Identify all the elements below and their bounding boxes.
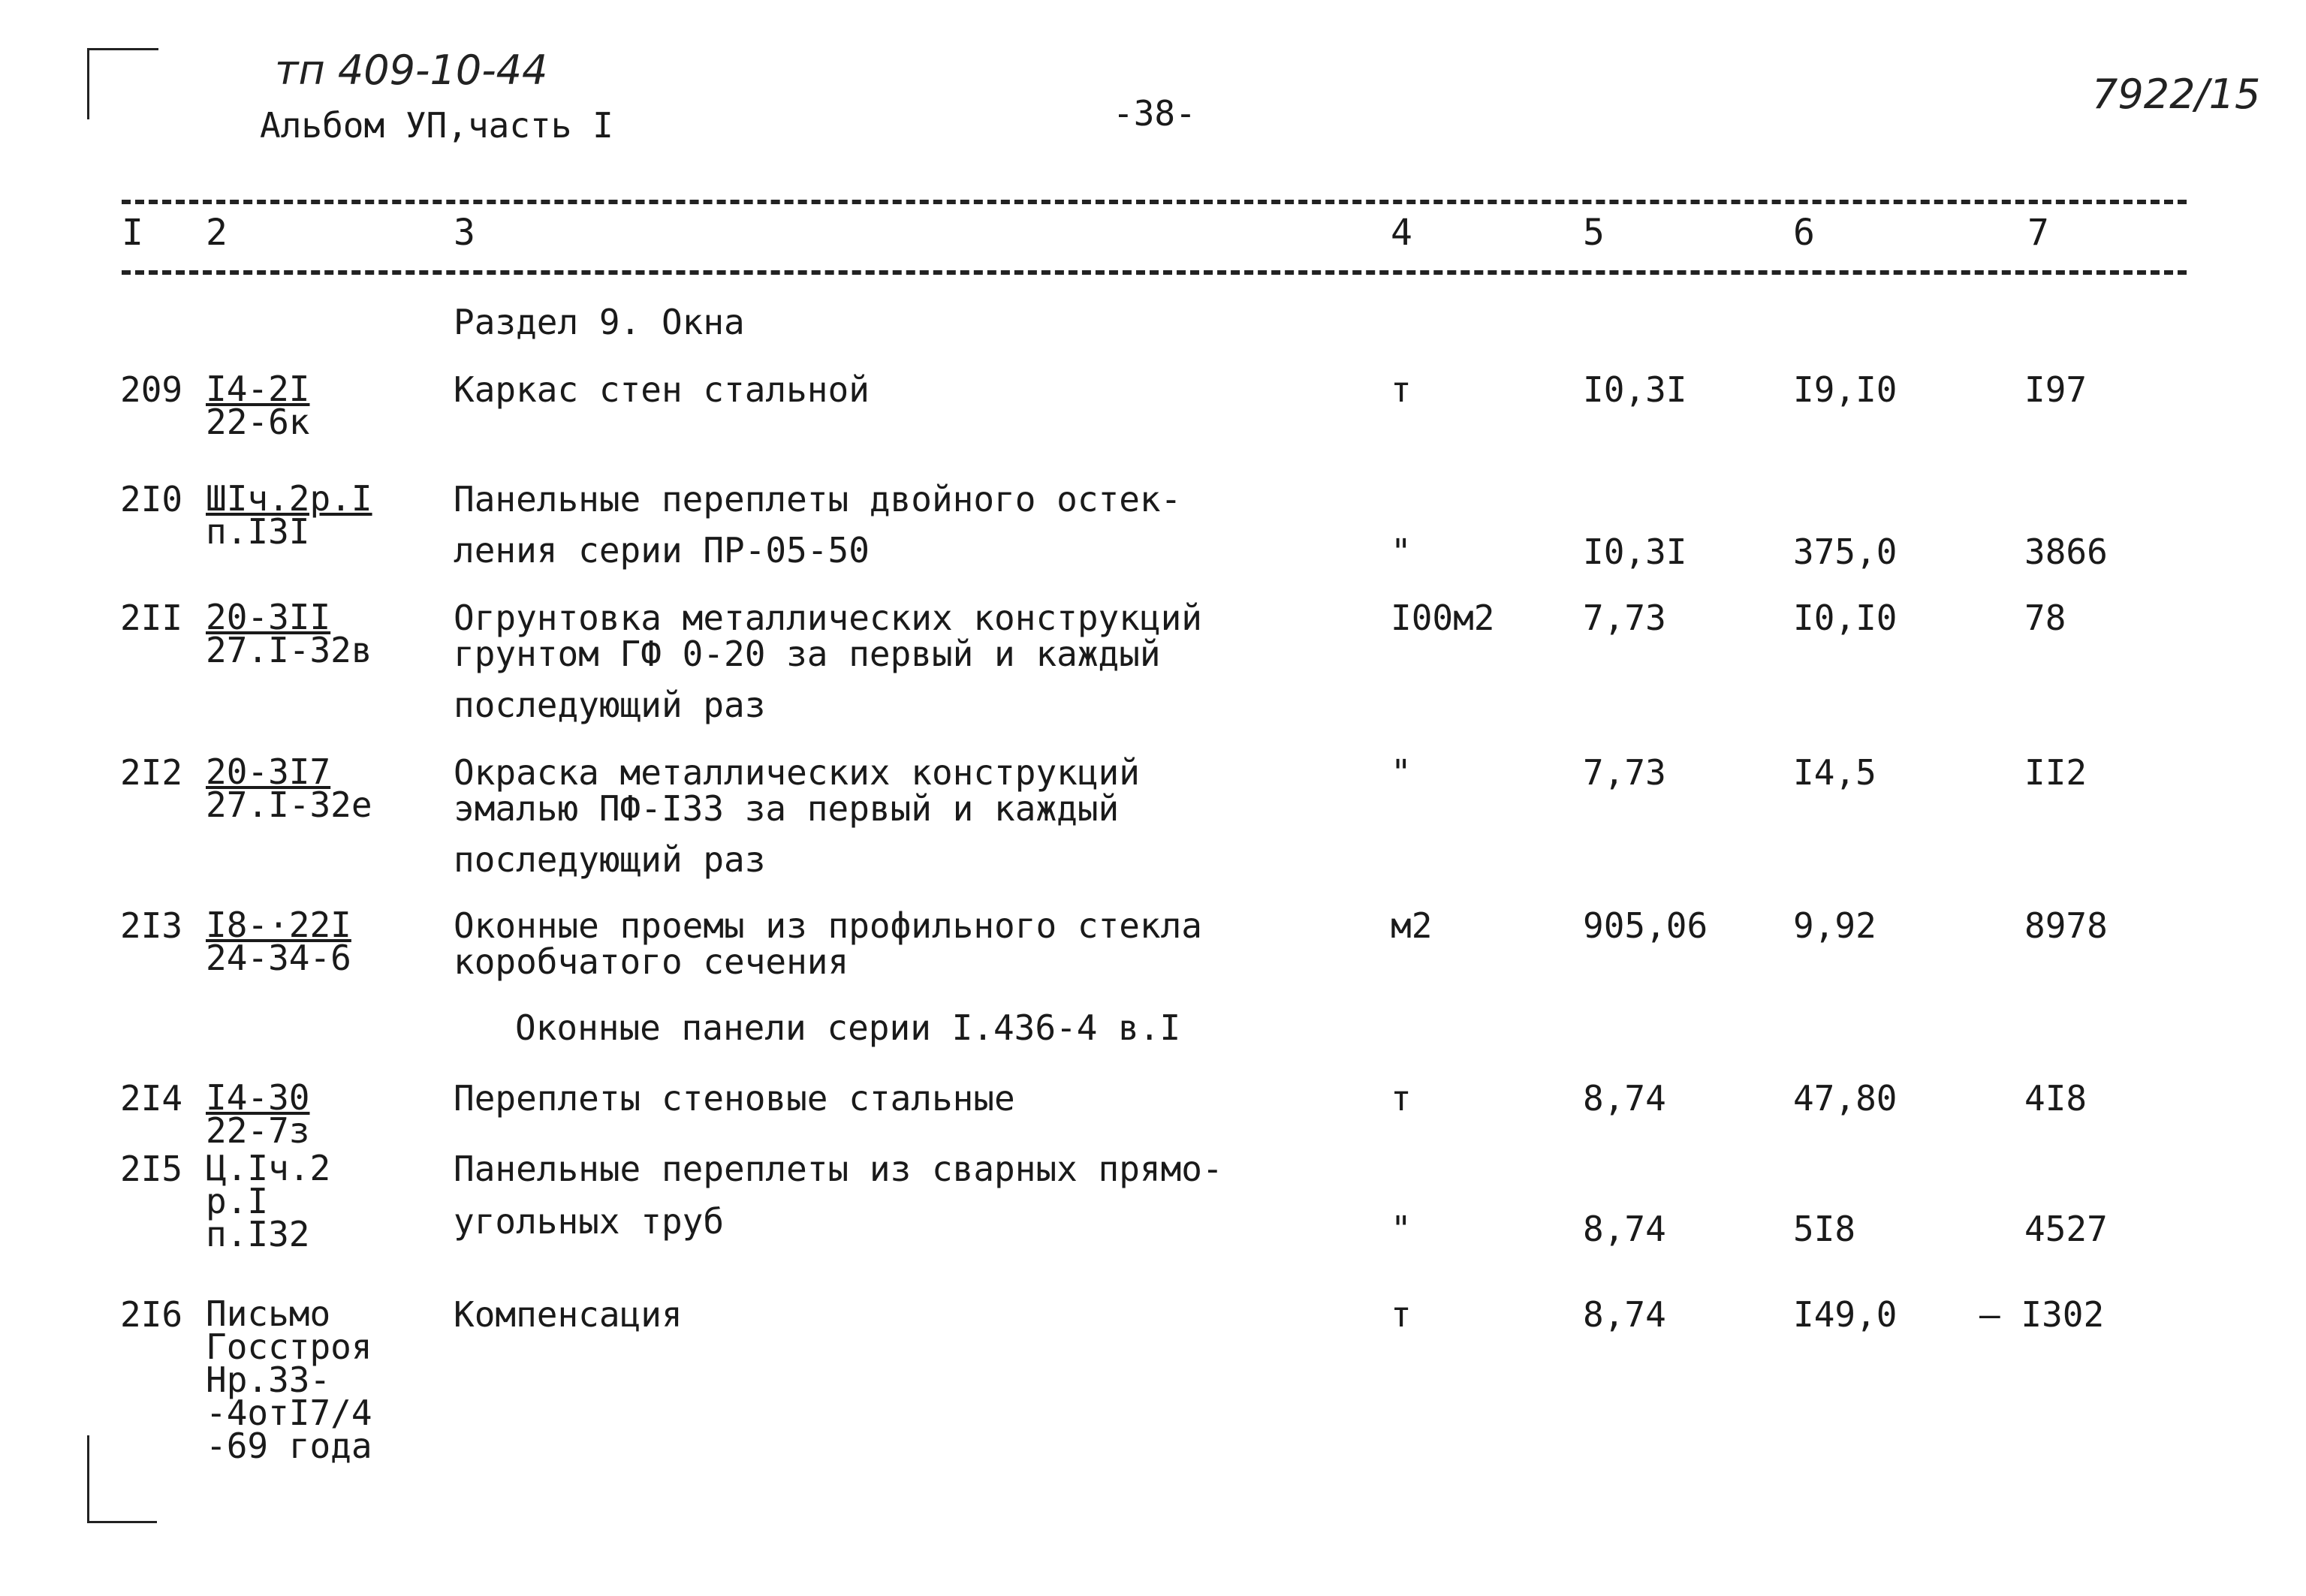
- quantity: 8,74: [1583, 1209, 1666, 1249]
- normative-code: 27.I-32е: [206, 784, 372, 825]
- normative-code: р.I: [206, 1181, 269, 1221]
- description-line: Окраска металлических конструкций: [454, 752, 1140, 793]
- quantity: 7,73: [1583, 752, 1666, 793]
- description-line: коробчатого сечения: [454, 941, 849, 982]
- unit: т: [1391, 369, 1412, 410]
- corner-mark-bottom-left: [87, 1435, 157, 1523]
- description-line: Каркас стен стальной: [454, 369, 870, 410]
- unit-price: I9,I0: [1793, 369, 1898, 410]
- unit: м2: [1391, 905, 1433, 946]
- column-header-3: 3: [454, 212, 475, 254]
- column-header-5: 5: [1583, 212, 1605, 254]
- unit-price: 47,80: [1793, 1078, 1898, 1119]
- total-cost: 78: [2024, 598, 2066, 638]
- archive-number: 7922/15: [2092, 71, 2261, 118]
- total-cost: I97: [2024, 369, 2087, 410]
- description-line: Переплеты стеновые стальные: [454, 1078, 1015, 1119]
- description-line: Панельные переплеты двойного остек-: [454, 479, 1182, 519]
- description-line: угольных труб: [454, 1201, 725, 1242]
- normative-code: ШIч.2р.I: [206, 478, 372, 519]
- description-line: ления серии ПР-05-50: [454, 530, 870, 571]
- quantity: 8,74: [1583, 1294, 1666, 1335]
- quantity: 7,73: [1583, 598, 1666, 638]
- unit-price: 5I8: [1793, 1209, 1856, 1249]
- normative-code: I4-30: [206, 1077, 310, 1118]
- album-label: Альбом УП,часть I: [260, 105, 613, 146]
- normative-code: 27.I-32в: [206, 630, 372, 670]
- total-cost: 8978: [2024, 905, 2108, 946]
- unit: ": [1391, 752, 1412, 793]
- normative-code: п.I32: [206, 1214, 310, 1254]
- total-cost: 4527: [2024, 1209, 2108, 1249]
- table-top-rule: [122, 200, 2187, 204]
- table-header-rule: [122, 270, 2187, 275]
- total-cost: II2: [2024, 752, 2087, 793]
- description-line: последующий раз: [454, 685, 766, 725]
- quantity: I0,3I: [1583, 369, 1687, 410]
- normative-code: 22-7з: [206, 1110, 310, 1151]
- row-number: 2I4: [120, 1078, 183, 1119]
- quantity: 8,74: [1583, 1078, 1666, 1119]
- section-title: Раздел 9. Окна: [454, 302, 745, 342]
- normative-code: Нр.33-: [206, 1360, 331, 1400]
- subsection-title: Оконные панели серии I.436-4 в.I: [515, 1007, 1181, 1048]
- description-line: эмалью ПФ-I33 за первый и каждый: [454, 788, 1120, 829]
- unit: I00м2: [1391, 598, 1495, 638]
- page-number: -38-: [1113, 93, 1196, 134]
- row-number: 2I6: [120, 1294, 183, 1335]
- normative-code: Ц.Iч.2: [206, 1148, 331, 1188]
- row-number: 2I5: [120, 1149, 183, 1189]
- normative-code: 24-34-6: [206, 938, 351, 978]
- unit: т: [1391, 1294, 1412, 1335]
- unit-price: 9,92: [1793, 905, 1876, 946]
- row-number: 2I0: [120, 479, 183, 519]
- normative-code: Письмо: [206, 1293, 331, 1334]
- total-cost: 3866: [2024, 531, 2108, 572]
- quantity: 905,06: [1583, 905, 1708, 946]
- normative-code: I4-2I: [206, 369, 310, 409]
- row-number: 209: [120, 369, 183, 410]
- column-header-7: 7: [2027, 212, 2049, 254]
- description-line: Панельные переплеты из сварных прямо-: [454, 1149, 1223, 1189]
- normative-code: -4отI7/4: [206, 1393, 372, 1433]
- description-line: последующий раз: [454, 839, 766, 880]
- unit-price: I0,I0: [1793, 598, 1898, 638]
- unit-price: 375,0: [1793, 531, 1898, 572]
- unit-price: I4,5: [1793, 752, 1876, 793]
- normative-code: 20-3II: [206, 597, 331, 637]
- description-line: Оконные проемы из профильного стекла: [454, 905, 1202, 946]
- normative-code: 22-6к: [206, 402, 310, 442]
- description-line: грунтом ГФ 0-20 за первый и каждый: [454, 634, 1161, 674]
- normative-code: I8-·22I: [206, 905, 351, 945]
- normative-code: п.I3I: [206, 511, 310, 552]
- column-header-6: 6: [1793, 212, 1815, 254]
- quantity: I0,3I: [1583, 531, 1687, 572]
- column-header-1: I: [122, 212, 143, 254]
- unit-price: I49,0: [1793, 1294, 1898, 1335]
- unit: ": [1391, 1209, 1412, 1249]
- corner-mark-top-left: [87, 48, 158, 119]
- normative-code: Госстроя: [206, 1326, 372, 1367]
- normative-code: 20-3I7: [206, 751, 331, 792]
- description-line: Компенсация: [454, 1294, 683, 1335]
- column-header-2: 2: [206, 212, 228, 254]
- unit: т: [1391, 1078, 1412, 1119]
- unit: ": [1391, 531, 1412, 572]
- row-number: 2II: [120, 598, 183, 638]
- row-number: 2I2: [120, 752, 183, 793]
- total-cost: 4I8: [2024, 1078, 2087, 1119]
- total-cost: — I302: [1979, 1294, 2105, 1335]
- normative-code: -69 года: [206, 1426, 372, 1466]
- description-line: Огрунтовка металлических конструкций: [454, 598, 1202, 638]
- row-number: 2I3: [120, 905, 183, 946]
- doc-code: тп 409-10-44: [275, 47, 548, 94]
- column-header-4: 4: [1391, 212, 1412, 254]
